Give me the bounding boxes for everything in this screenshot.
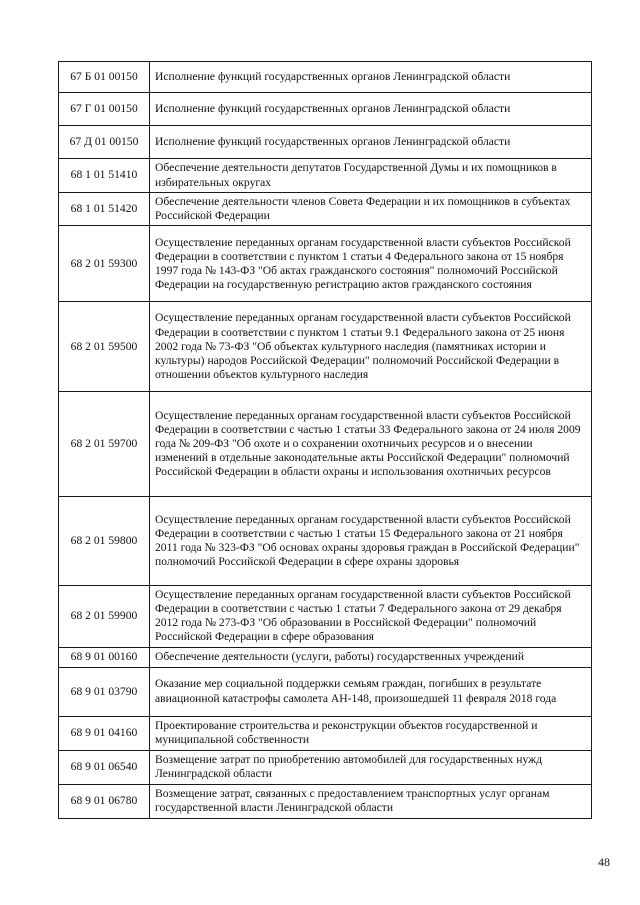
table-body xyxy=(59,62,592,819)
row-description-cell: Оказание мер социальной поддержки семьям граждан, погибших в результате авиационной катастрофы самолета АН-148, произошедшей 11 февраля 2018 года xyxy=(150,667,592,716)
row-code-cell: 68 1 01 51420 xyxy=(59,193,150,226)
row-description-cell: Проектирование строительства и реконструкции объектов государственной и муниципальной собственности xyxy=(150,716,592,750)
table-row xyxy=(59,647,592,667)
row-code-cell: 68 2 01 59500 xyxy=(59,302,150,392)
table-row xyxy=(59,193,592,226)
page-number: 48 xyxy=(598,855,610,869)
table-row xyxy=(59,226,592,302)
row-code-cell: 68 2 01 59900 xyxy=(59,586,150,647)
table-row xyxy=(59,93,592,126)
table-row xyxy=(59,497,592,586)
table-row xyxy=(59,784,592,818)
table-row xyxy=(59,716,592,750)
row-description-cell: Возмещение затрат по приобретению автомобилей для государственных нужд Ленинградской области xyxy=(150,750,592,784)
row-code-cell: 67 Д 01 00150 xyxy=(59,126,150,159)
table-row xyxy=(59,126,592,159)
table-row xyxy=(59,586,592,647)
row-description-cell: Осуществление переданных органам государственной власти субъектов Российской Федерации в соответствии с частью 1 статьи 33 Федерального закона от 24 июля 2009 года № 209-ФЗ "Об охоте и о сохранении охотничьих ресурсов и о внесении изменений в отдельные законодательные акты Российской Федерации" полномочий Российской Федерации в области охраны и использования охотничьих ресурсов xyxy=(150,392,592,497)
row-code-cell: 68 2 01 59300 xyxy=(59,226,150,302)
row-code-cell: 68 9 01 04160 xyxy=(59,716,150,750)
row-description-cell: Исполнение функций государственных органов Ленинградской области xyxy=(150,126,592,159)
row-code-cell: 68 2 01 59700 xyxy=(59,392,150,497)
row-code-cell: 68 9 01 06780 xyxy=(59,784,150,818)
table-row xyxy=(59,302,592,392)
row-code-cell: 68 2 01 59800 xyxy=(59,497,150,586)
row-code-cell: 68 1 01 51410 xyxy=(59,159,150,193)
row-description-cell: Обеспечение деятельности (услуги, работы) государственных учреждений xyxy=(150,647,592,667)
row-description-cell: Обеспечение деятельности депутатов Государственной Думы и их помощников в избирательных округах xyxy=(150,159,592,193)
table-row xyxy=(59,392,592,497)
row-description-cell: Осуществление переданных органам государственной власти субъектов Российской Федерации в соответствии с пунктом 1 статьи 9.1 Федерального закона от 25 июня 2002 года № 73-ФЗ "Об объектах культурного наследия (памятниках истории и культуры) народов Российской Федерации" полномочий Российской Федерации в отношении объектов культурного наследия xyxy=(150,302,592,392)
table-row xyxy=(59,750,592,784)
row-description-cell: Возмещение затрат, связанных с предоставлением транспортных услуг органам государственной власти Ленинградской области xyxy=(150,784,592,818)
row-description-cell: Исполнение функций государственных органов Ленинградской области xyxy=(150,62,592,93)
table-row xyxy=(59,667,592,716)
row-description-cell: Осуществление переданных органам государственной власти субъектов Российской Федерации в соответствии с пунктом 1 статьи 4 Федерального закона от 15 ноября 1997 года № 143-ФЗ "Об актах гражданского состояния" полномочий Российской Федерации на государственную регистрацию актов гражданского состояния xyxy=(150,226,592,302)
table-row xyxy=(59,62,592,93)
row-description-cell: Осуществление переданных органам государственной власти субъектов Российской Федерации в соответствии с частью 1 статьи 7 Федерального закона от 29 декабря 2012 года № 273-ФЗ "Об образовании в Российской Федерации" полномочий Российской Федерации в сфере образования xyxy=(150,586,592,647)
row-description-cell: Осуществление переданных органам государственной власти субъектов Российской Федерации в соответствии с частью 1 статьи 15 Федерального закона от 21 ноября 2011 года № 323-ФЗ "Об основах охраны здоровья граждан в Российской Федерации" полномочий Российской Федерации в сфере охраны здоровья xyxy=(150,497,592,586)
row-description-cell: Обеспечение деятельности членов Совета Федерации и их помощников в субъектах Российской Федерации xyxy=(150,193,592,226)
row-code-cell: 67 Г 01 00150 xyxy=(59,93,150,126)
row-code-cell: 67 Б 01 00150 xyxy=(59,62,150,93)
row-code-cell: 68 9 01 03790 xyxy=(59,667,150,716)
budget-codes-table xyxy=(58,61,592,819)
table-row xyxy=(59,159,592,193)
row-code-cell: 68 9 01 06540 xyxy=(59,750,150,784)
row-code-cell: 68 9 01 00160 xyxy=(59,647,150,667)
row-description-cell: Исполнение функций государственных органов Ленинградской области xyxy=(150,93,592,126)
